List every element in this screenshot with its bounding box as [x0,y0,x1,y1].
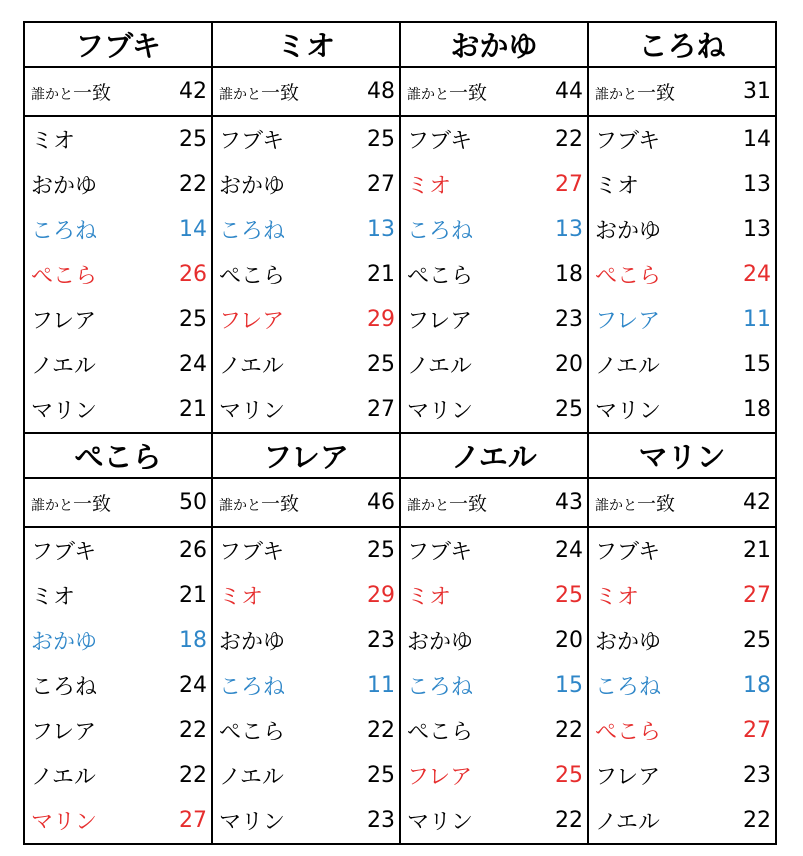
total-row [24,478,776,527]
match-cell [24,387,212,433]
match-cell [24,342,212,387]
match-cell [212,753,400,798]
table-row [24,798,776,844]
total-label-big: 一致 [73,493,112,515]
total-value: 46 [367,490,395,515]
member-name: おかゆ [31,630,98,655]
total-label-big: 一致 [73,82,112,104]
member-name: ころね [31,219,98,244]
total-value: 43 [555,490,583,515]
table-row [24,116,776,162]
member-name: ノエル [219,765,284,790]
match-cell [588,798,776,844]
match-cell [400,663,588,708]
table-row [24,252,776,297]
total-label [407,78,487,105]
member-name: ノエル [595,354,660,379]
member-name: ころね [31,675,98,700]
match-count: 15 [743,352,771,377]
match-count: 25 [555,397,583,422]
match-cell [588,527,776,573]
total-cell [212,478,400,527]
total-value: 48 [367,79,395,104]
match-count: 24 [179,673,207,698]
match-count: 27 [367,397,395,422]
match-count: 22 [179,172,207,197]
table-row [24,573,776,618]
member-name: フブキ [595,540,661,565]
match-cell [212,663,400,708]
match-cell [24,116,212,162]
member-name: ミオ [595,174,640,199]
member-name: ぺこら [407,264,474,289]
match-cell [212,297,400,342]
match-cell [400,297,588,342]
match-count: 29 [367,583,395,608]
match-cell [588,342,776,387]
member-header-row [24,433,776,478]
match-cell [400,162,588,207]
total-cell [588,478,776,527]
match-cell [400,753,588,798]
member-name: フレア [407,765,473,790]
match-count: 14 [179,217,207,242]
match-cell [212,573,400,618]
total-label-big: 一致 [261,82,300,104]
match-cell [24,207,212,252]
member-name: フレア [595,309,661,334]
match-count: 18 [743,397,771,422]
match-cell [588,252,776,297]
match-count: 25 [367,352,395,377]
match-count: 27 [367,172,395,197]
member-header-row [24,22,776,67]
match-cell [400,116,588,162]
table-row [24,618,776,663]
total-cell [212,67,400,116]
match-cell [212,387,400,433]
match-cell [400,573,588,618]
member-name: フブキ [219,540,285,565]
member-name: ころね [407,219,474,244]
member-name: ミオ [31,585,76,610]
member-header: マリン [588,433,776,478]
match-count: 27 [743,718,771,743]
match-count: 24 [743,262,771,287]
match-cell [588,663,776,708]
member-name: ミオ [407,174,452,199]
match-count: 23 [743,763,771,788]
member-header: ミオ [212,22,400,67]
total-value: 42 [743,490,771,515]
member-name: フブキ [595,129,661,154]
member-header: ノエル [400,433,588,478]
match-cell [24,297,212,342]
member-name: マリン [407,810,474,835]
member-name: ノエル [31,765,96,790]
match-cell [400,252,588,297]
member-header: ころね [588,22,776,67]
table-row [24,708,776,753]
match-count: 21 [743,538,771,563]
match-cell [588,207,776,252]
member-name: マリン [219,810,286,835]
total-value: 31 [743,79,771,104]
member-name: フブキ [407,129,473,154]
match-count: 27 [555,172,583,197]
match-cell [212,342,400,387]
match-cell [24,798,212,844]
member-name: ノエル [219,354,284,379]
member-name: おかゆ [407,630,474,655]
table-row [24,342,776,387]
total-label [31,78,111,105]
total-cell [24,478,212,527]
member-name: ぺこら [31,264,98,289]
member-name: フレア [595,765,661,790]
match-count: 29 [367,307,395,332]
member-name: フレア [31,720,97,745]
table-row [24,663,776,708]
match-table-body [24,22,776,844]
total-label-small: 誰かと [407,498,449,514]
match-count: 21 [179,583,207,608]
match-cell [24,252,212,297]
member-name: マリン [31,810,98,835]
member-header: フブキ [24,22,212,67]
member-name: フブキ [31,540,97,565]
total-label-small: 誰かと [219,498,261,514]
match-count: 22 [179,718,207,743]
match-count: 20 [555,352,583,377]
total-row [24,67,776,116]
match-count: 25 [555,583,583,608]
member-name: おかゆ [595,219,662,244]
match-count: 13 [367,217,395,242]
match-count: 25 [367,127,395,152]
match-cell [400,708,588,753]
match-cell [588,708,776,753]
match-cell [588,573,776,618]
table-row [24,527,776,573]
match-cell [212,618,400,663]
member-name: ノエル [595,810,660,835]
table-row [24,387,776,433]
match-cell [588,297,776,342]
member-name: フレア [219,309,285,334]
match-count: 11 [743,307,771,332]
member-name: ころね [407,675,474,700]
match-count: 20 [555,628,583,653]
member-name: フブキ [407,540,473,565]
member-name: ぺこら [595,720,662,745]
match-cell [400,207,588,252]
match-cell [24,618,212,663]
match-count: 27 [179,808,207,833]
total-label [595,489,675,516]
match-count: 22 [555,127,583,152]
total-cell [400,67,588,116]
total-label [31,489,111,516]
match-cell [24,527,212,573]
match-cell [400,618,588,663]
total-label-small: 誰かと [595,87,637,103]
member-name: マリン [219,399,286,424]
match-count: 18 [179,628,207,653]
member-name: マリン [407,399,474,424]
match-count: 25 [367,538,395,563]
match-count: 11 [367,673,395,698]
match-cell [24,753,212,798]
member-name: おかゆ [31,174,98,199]
total-label [219,489,299,516]
match-count: 24 [179,352,207,377]
member-name: ぺこら [219,264,286,289]
total-label-small: 誰かと [407,87,449,103]
match-count: 25 [367,763,395,788]
total-label-big: 一致 [449,493,488,515]
match-count: 25 [179,127,207,152]
match-count: 22 [743,808,771,833]
match-count: 24 [555,538,583,563]
total-label-big: 一致 [637,493,676,515]
member-header: フレア [212,433,400,478]
match-table [23,21,777,845]
match-count: 23 [367,628,395,653]
member-name: おかゆ [219,630,286,655]
match-cell [588,618,776,663]
match-cell [212,162,400,207]
match-cell [24,663,212,708]
match-count: 22 [555,808,583,833]
table-row [24,297,776,342]
match-cell [212,798,400,844]
match-count: 23 [555,307,583,332]
match-count: 13 [555,217,583,242]
match-cell [588,753,776,798]
match-cell [24,162,212,207]
match-cell [400,798,588,844]
table-row [24,162,776,207]
match-count: 25 [743,628,771,653]
match-count: 13 [743,217,771,242]
match-cell [588,387,776,433]
total-label-small: 誰かと [595,498,637,514]
member-name: フレア [31,309,97,334]
match-cell [588,116,776,162]
member-name: ミオ [595,585,640,610]
match-cell [212,708,400,753]
match-count: 25 [555,763,583,788]
match-count: 21 [367,262,395,287]
match-count: 22 [179,763,207,788]
total-cell [24,67,212,116]
match-cell [400,387,588,433]
match-cell [24,573,212,618]
match-count: 27 [743,583,771,608]
match-count: 13 [743,172,771,197]
match-cell [400,527,588,573]
total-label-small: 誰かと [31,87,73,103]
match-count: 26 [179,538,207,563]
member-name: ノエル [31,354,96,379]
total-label-small: 誰かと [31,498,73,514]
match-count: 23 [367,808,395,833]
member-name: ころね [595,675,662,700]
total-label-big: 一致 [637,82,676,104]
total-label [407,489,487,516]
member-name: マリン [595,399,662,424]
total-cell [588,67,776,116]
table-row [24,207,776,252]
match-cell [212,527,400,573]
member-name: フブキ [219,129,285,154]
total-label-big: 一致 [261,493,300,515]
match-count: 22 [555,718,583,743]
match-count: 22 [367,718,395,743]
match-cell [212,252,400,297]
match-cell [212,207,400,252]
match-count: 26 [179,262,207,287]
member-header: おかゆ [400,22,588,67]
total-label-big: 一致 [449,82,488,104]
total-cell [400,478,588,527]
member-name: ミオ [219,585,264,610]
table-row [24,753,776,798]
match-cell [400,342,588,387]
total-label [219,78,299,105]
member-name: おかゆ [595,630,662,655]
match-count: 21 [179,397,207,422]
total-label [595,78,675,105]
member-name: フレア [407,309,473,334]
member-name: おかゆ [219,174,286,199]
member-name: ミオ [407,585,452,610]
member-name: ぺこら [407,720,474,745]
member-name: ノエル [407,354,472,379]
member-name: マリン [31,399,98,424]
total-value: 42 [179,79,207,104]
match-cell [24,708,212,753]
match-cell [588,162,776,207]
member-name: ぺこら [595,264,662,289]
member-name: ころね [219,219,286,244]
member-name: ぺこら [219,720,286,745]
total-value: 50 [179,490,207,515]
member-name: ミオ [31,129,76,154]
match-cell [212,116,400,162]
match-count: 15 [555,673,583,698]
match-count: 25 [179,307,207,332]
match-count: 18 [743,673,771,698]
total-value: 44 [555,79,583,104]
total-label-small: 誰かと [219,87,261,103]
member-header: ぺこら [24,433,212,478]
match-count: 14 [743,127,771,152]
member-name: ころね [219,675,286,700]
match-count: 18 [555,262,583,287]
